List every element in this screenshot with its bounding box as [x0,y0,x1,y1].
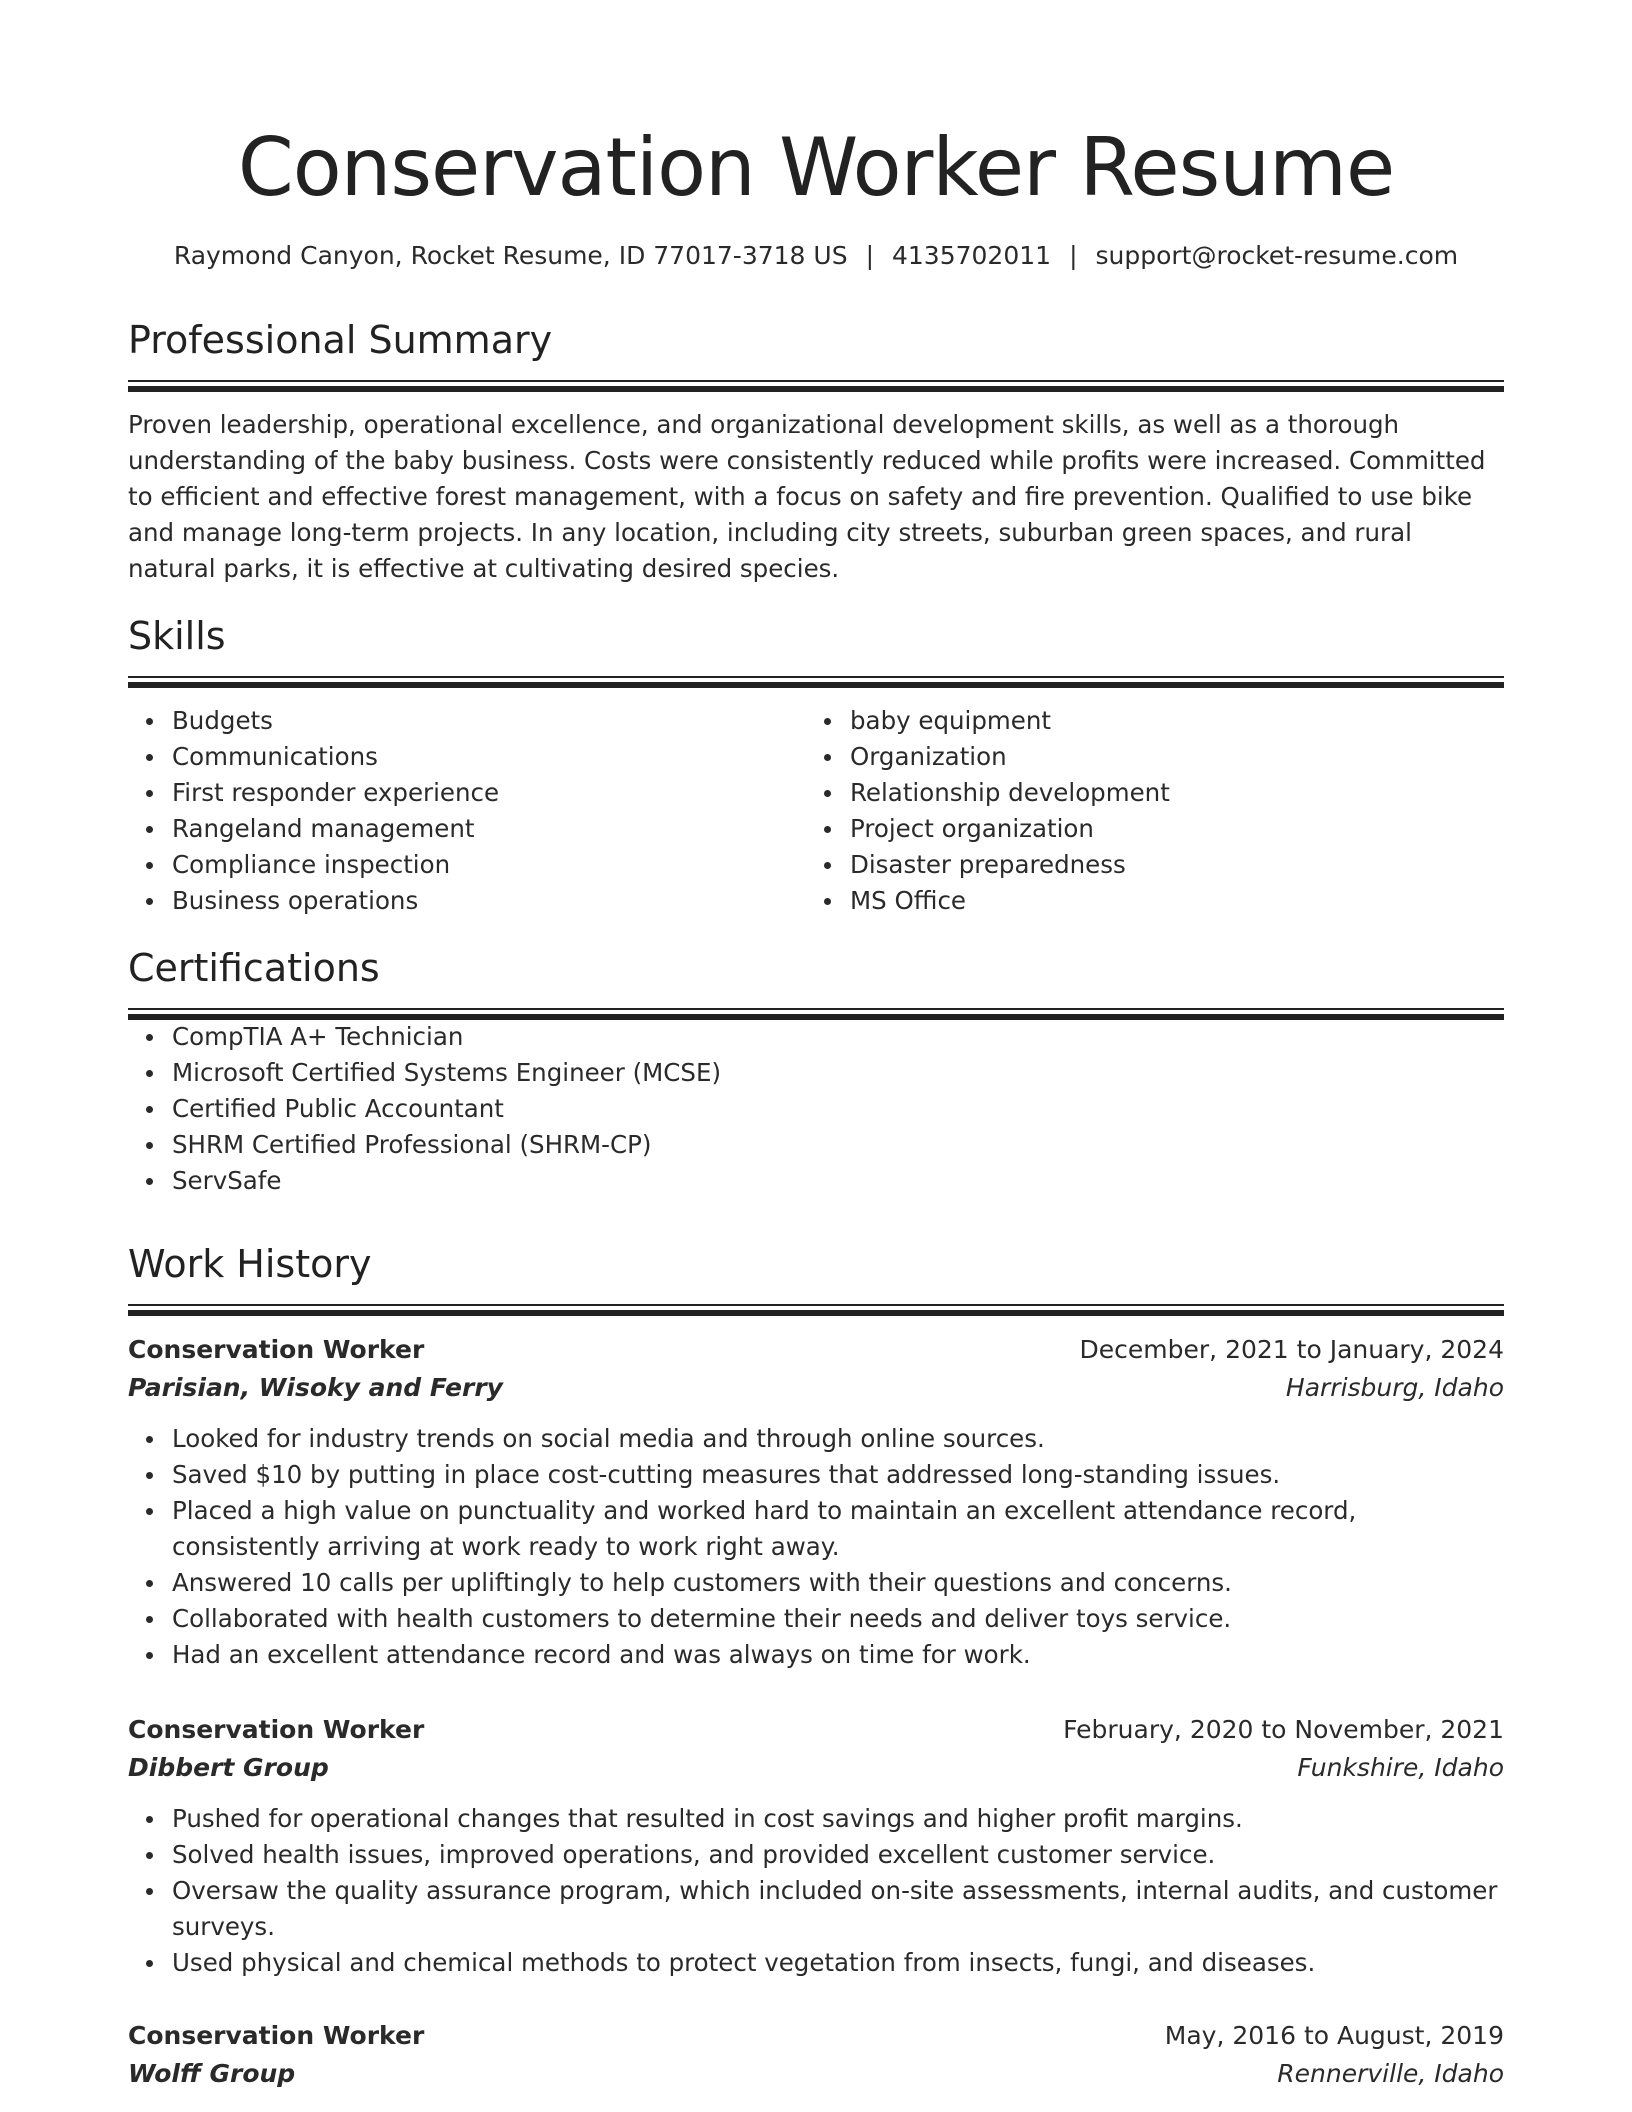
certifications-list [128,1019,1504,1199]
certification-item: CompTIA A+ Technician [172,1019,1504,1055]
job-dates: February, 2020 to November, 2021 [1063,1715,1504,1744]
certification-item: ServSafe [172,1163,1504,1199]
job-bullet: Collaborated with health customers to determine their needs and deliver toys service. [172,1601,1504,1637]
job-header-row [128,1331,1504,1369]
contact-address: Raymond Canyon, Rocket Resume, ID 77017-3718 US [173,241,848,270]
skill-item: First responder experience [172,775,806,811]
job-entry [128,1711,1504,1981]
skills-list-right [806,703,1484,919]
contact-email[interactable]: support@rocket-resume.com [1095,241,1459,270]
summary-section [128,314,1504,587]
section-divider [128,1304,1504,1315]
job-dates: December, 2021 to January, 2024 [1079,1335,1504,1364]
job-company: Parisian, Wisoky and Ferry [128,1373,503,1402]
certifications-section [128,942,1504,1199]
skills-column-right [806,703,1484,919]
work-history-heading: Work History [128,1242,372,1286]
job-bullet: Pushed for operational changes that resulted in cost savings and higher profit margins. [172,1801,1504,1837]
job-company: Wolff Group [128,2059,296,2088]
job-bullet: Oversaw the quality assurance program, which included on-site assessments, internal audits, and customer surveys. [172,1873,1504,1945]
contact-line [0,238,1632,274]
skill-item: Organization [850,739,1484,775]
skill-item: MS Office [850,883,1484,919]
job-company: Dibbert Group [128,1753,329,1782]
skill-item: Communications [172,739,806,775]
job-title: Conservation Worker [128,1335,425,1364]
certification-item: Certified Public Accountant [172,1091,1504,1127]
job-location: Rennerville, Idaho [1277,2059,1504,2088]
job-bullets [128,1801,1504,1981]
work-history-section [128,1238,1504,1315]
skill-item: Business operations [172,883,806,919]
job-bullet: Looked for industry trends on social media and through online sources. [172,1421,1504,1457]
job-bullet: Placed a high value on punctuality and worked hard to maintain an excellent attendance record, consistently arriving at work ready to work right away. [172,1493,1504,1565]
skill-item: Compliance inspection [172,847,806,883]
job-header-row [128,2017,1504,2055]
job-bullet: Solved health issues, improved operations, and provided excellent customer service. [172,1837,1504,1873]
summary-text: Proven leadership, operational excellence, and organizational development skills, as well as a thorough understanding of the baby business. Costs were consistently reduced while profits were increased. Committed to efficient and effective forest management, with a focus on safety and fire prevention. Qualified to use bike and manage long-term projects. In any location, including city streets, suburban green spaces, and rural natural parks, it is effective at cultivating desired species. [128,410,1486,583]
skill-item: Disaster preparedness [850,847,1484,883]
skill-item: baby equipment [850,703,1484,739]
contact-phone[interactable]: 4135702011 [892,241,1052,270]
section-divider [128,380,1504,391]
job-bullets [128,1421,1504,1673]
certification-item: SHRM Certified Professional (SHRM-CP) [172,1127,1504,1163]
skill-item: Relationship development [850,775,1484,811]
job-title: Conservation Worker [128,2021,425,2050]
job-entry [128,2017,1504,2093]
skill-item: Project organization [850,811,1484,847]
job-bullet: Used physical and chemical methods to protect vegetation from insects, fungi, and diseases. [172,1945,1504,1981]
contact-separator: | [1069,241,1078,270]
section-divider [128,676,1504,687]
job-location: Funkshire, Idaho [1297,1753,1504,1782]
job-entry [128,1331,1504,1673]
skills-section [128,610,1504,919]
job-bullet: Answered 10 calls per upliftingly to help customers with their questions and concerns. [172,1565,1504,1601]
skills-list-left [128,703,806,919]
job-bullet: Had an excellent attendance record and was always on time for work. [172,1637,1504,1673]
job-company-row [128,1749,1504,1787]
certifications-heading: Certifications [128,946,380,990]
skills-column-left [128,703,806,919]
job-location: Harrisburg, Idaho [1285,1373,1504,1402]
skill-item: Budgets [172,703,806,739]
skill-item: Rangeland management [172,811,806,847]
job-bullet: Saved $10 by putting in place cost-cutting measures that addressed long-standing issues. [172,1457,1504,1493]
job-company-row [128,2055,1504,2093]
skills-grid [128,703,1504,919]
certification-item: Microsoft Certified Systems Engineer (MCSE) [172,1055,1504,1091]
job-title: Conservation Worker [128,1715,425,1744]
summary-heading: Professional Summary [128,318,553,362]
contact-separator: | [865,241,874,270]
job-company-row [128,1369,1504,1407]
section-divider [128,1008,1504,1019]
skills-heading: Skills [128,614,226,658]
job-header-row [128,1711,1504,1749]
job-dates: May, 2016 to August, 2019 [1164,2021,1504,2050]
resume-title: Conservation Worker Resume [237,121,1395,214]
